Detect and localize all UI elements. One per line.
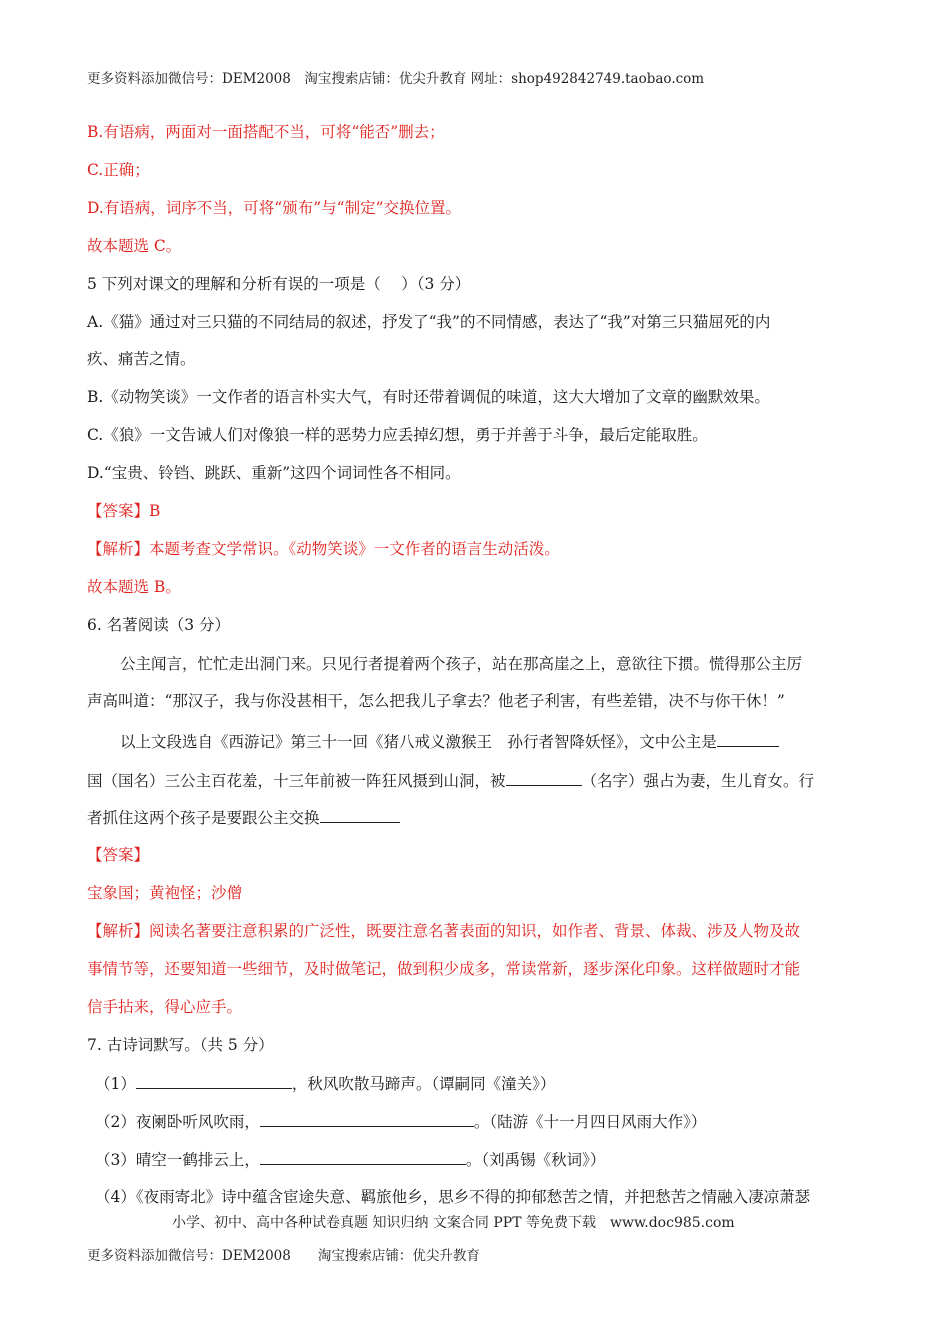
q5-answer: 【答案】B	[87, 502, 161, 520]
q6-question-text-2a: 国（国名）三公主百花羞，十三年前被一阵狂风摄到山洞，被	[87, 772, 506, 790]
q6-passage-line2: 声高叫道：“那汉子，我与你没甚相干，怎么把我儿子拿去？他老子利害，有些差错，决不与你干休！”	[87, 692, 785, 710]
q5-option-c: C.《狼》一文告诫人们对像狼一样的恶势力应丢掉幻想，勇于并善于斗争，最后定能取胜。	[87, 426, 708, 444]
answer-blank-1	[717, 730, 779, 747]
q5-conclusion: 故本题选 B。	[87, 578, 181, 596]
q7-item-1-number: （1）	[95, 1075, 136, 1093]
q4-option-c-analysis: C.正确；	[87, 161, 150, 179]
q7-stem: 7. 古诗词默写。（共 5 分）	[87, 1036, 274, 1054]
q4-conclusion: 故本题选 C。	[87, 237, 182, 255]
q7-item-1	[95, 1072, 555, 1095]
q7-item-4: （4）《夜雨寄北》诗中蕴含宦途失意、羁旅他乡，思乡不得的抑郁愁苦之情，并把愁苦之情融入凄凉萧瑟	[95, 1188, 811, 1206]
answer-blank-2	[506, 769, 582, 786]
q5-option-a-line2: 疚、痛苦之情。	[87, 350, 196, 368]
q6-question-text-3: 者抓住这两个孩子是要跟公主交换	[87, 809, 320, 827]
q4-option-b-analysis: B.有语病，两面对一面搭配不当，可将“能否”删去；	[87, 123, 445, 141]
answer-blank-5	[260, 1110, 474, 1127]
q5-stem: 5 下列对课文的理解和分析有误的一项是（ ）（3 分）	[87, 275, 471, 293]
page-header: 更多资料添加微信号：DEM2008 淘宝搜索店铺：优尖升教育 网址：shop492842749.taobao.com	[87, 71, 705, 87]
q7-item-2-text-b: 。（陆游《十一月四日风雨大作》）	[473, 1113, 707, 1131]
q6-question-line1	[120, 730, 779, 753]
q6-stem: 6. 名著阅读（3 分）	[87, 616, 231, 634]
q5-option-a-line1: A.《猫》通过对三只猫的不同结局的叙述，抒发了“我”的不同情感，表达了“我”对第三只猫屈死的内	[87, 313, 771, 331]
q6-analysis-line3: 信手拈来，得心应手。	[87, 998, 243, 1016]
q7-item-3	[95, 1148, 605, 1171]
answer-blank-3	[320, 806, 400, 823]
q6-question-text: 以上文段选自《西游记》第三十一回《猪八戒义激猴王 孙行者智降妖怪》，文中公主是	[120, 733, 717, 751]
q6-answer-label: 【答案】	[87, 846, 150, 864]
q7-item-1-text: ，秋风吹散马蹄声。（谭嗣同《潼关》）	[291, 1075, 556, 1093]
q5-option-d: D.“宝贵、铃铛、跳跃、重新”这四个词词性各不相同。	[87, 464, 461, 482]
q6-passage-line1: 公主闻言，忙忙走出洞门来。只见行者提着两个孩子，站在那高崖之上，意欲往下掼。慌得那公主厉	[120, 655, 803, 673]
q5-option-b: B.《动物笑谈》一文作者的语言朴实大气，有时还带着调侃的味道，这大大增加了文章的幽默效果。	[87, 388, 770, 406]
answer-blank-6	[260, 1148, 466, 1165]
answer-blank-4	[136, 1072, 292, 1089]
q6-answer: 宝象国；黄袍怪；沙僧	[87, 884, 243, 902]
q6-question-line3	[87, 806, 400, 829]
page-footer: 更多资料添加微信号：DEM2008 淘宝搜索店铺：优尖升教育	[87, 1248, 480, 1264]
q5-analysis: 【解析】本题考查文学常识。《动物笑谈》一文作者的语言生动活泼。	[87, 540, 560, 558]
footer-download-line: 小学、初中、高中各种试卷真题 知识归纳 文案合同 PPT 等免费下载 www.doc985.com	[172, 1215, 735, 1231]
q7-item-3-text-a: （3）晴空一鹤排云上，	[95, 1151, 260, 1169]
q7-item-2	[95, 1110, 706, 1133]
q4-option-d-analysis: D.有语病，词序不当，可将“颁布”与“制定”交换位置。	[87, 199, 461, 217]
q6-analysis-line2: 事情节等，还要知道一些细节，及时做笔记，做到积少成多，常读常新，逐步深化印象。这样做题时才能	[87, 960, 801, 978]
q6-question-text-2b: （名字）强占为妻，生儿育女。行	[581, 772, 815, 790]
q6-analysis-line1: 【解析】阅读名著要注意积累的广泛性，既要注意名著表面的知识，如作者、背景、体裁、涉及人物及故	[87, 922, 801, 940]
q7-item-3-text-b: 。（刘禹锡《秋词》）	[465, 1151, 606, 1169]
q6-question-line2	[87, 769, 814, 792]
q7-item-2-text-a: （2）夜阑卧听风吹雨，	[95, 1113, 260, 1131]
